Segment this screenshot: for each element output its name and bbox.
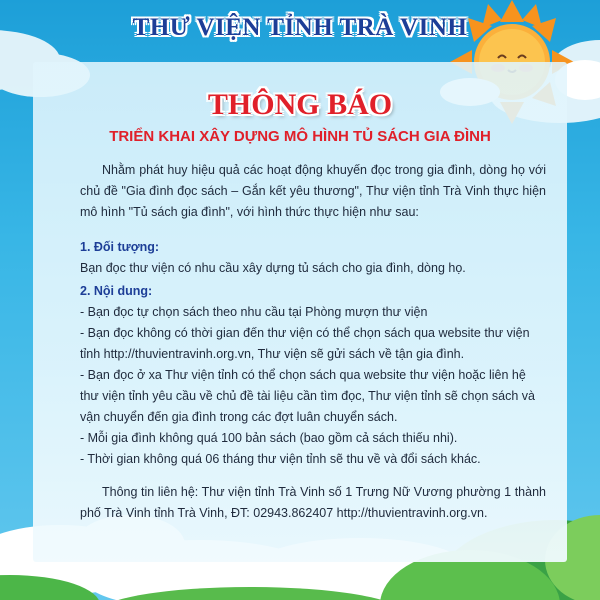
- notice-subtitle: TRIỂN KHAI XÂY DỰNG MÔ HÌNH TỦ SÁCH GIA ĐÌNH: [109, 128, 491, 145]
- section-heading-audience: 1. Đối tượng:: [80, 240, 160, 254]
- content-bullet: - Bạn đọc tự chọn sách theo nhu cầu tại Phòng mượn thư viện: [80, 305, 428, 319]
- header-title: THƯ VIỆN TỈNH TRÀ VINH: [132, 14, 468, 41]
- notice-body: [80, 160, 546, 524]
- contact-info: Thông tin liên hệ: Thư viện tỉnh Trà Vinh số 1 Trưng Nữ Vương phường 1 thành phố Trà Vinh tỉnh Trà Vinh, ĐT: 02943.862407 http://thuvientravinh.org.vn.: [80, 485, 546, 520]
- content-bullet: - Bạn đọc ở xa Thư viện tỉnh có thể chọn sách qua website thư viện hoặc liên hệ thư viện tỉnh yêu cầu về chủ đề tài liệu cần tìm đọc, Thư viện tỉnh sẽ chọn sách và vận chuyển đến gia đình trong các đợt luân chuyển sách.: [80, 368, 535, 424]
- section-heading-content: 2. Nội dung:: [80, 284, 153, 298]
- content-bullet: - Bạn đọc không có thời gian đến thư viện có thể chọn sách qua website thư viện tỉnh http://thuvientravinh.org.vn, Thư viện sẽ gửi sách về tận gia đình.: [80, 326, 530, 361]
- intro-paragraph: Nhằm phát huy hiệu quả các hoạt động khuyến đọc trong gia đình, dòng họ với chủ đề "Gia đình đọc sách – Gắn kết yêu thương", Thư viện tỉnh Trà Vinh thực hiện mô hình "Tủ sách gia đình", với hình thức thực hiện như sau:: [80, 163, 546, 219]
- notice-title: THÔNG BÁO: [207, 88, 393, 121]
- content-bullet: - Thời gian không quá 06 tháng thư viện tỉnh sẽ thu về và đổi sách khác.: [80, 452, 481, 466]
- content-bullet: - Mỗi gia đình không quá 100 bản sách (bao gồm cả sách thiếu nhi).: [80, 431, 458, 445]
- audience-text: Bạn đọc thư viện có nhu cầu xây dựng tủ sách cho gia đình, dòng họ.: [80, 261, 466, 275]
